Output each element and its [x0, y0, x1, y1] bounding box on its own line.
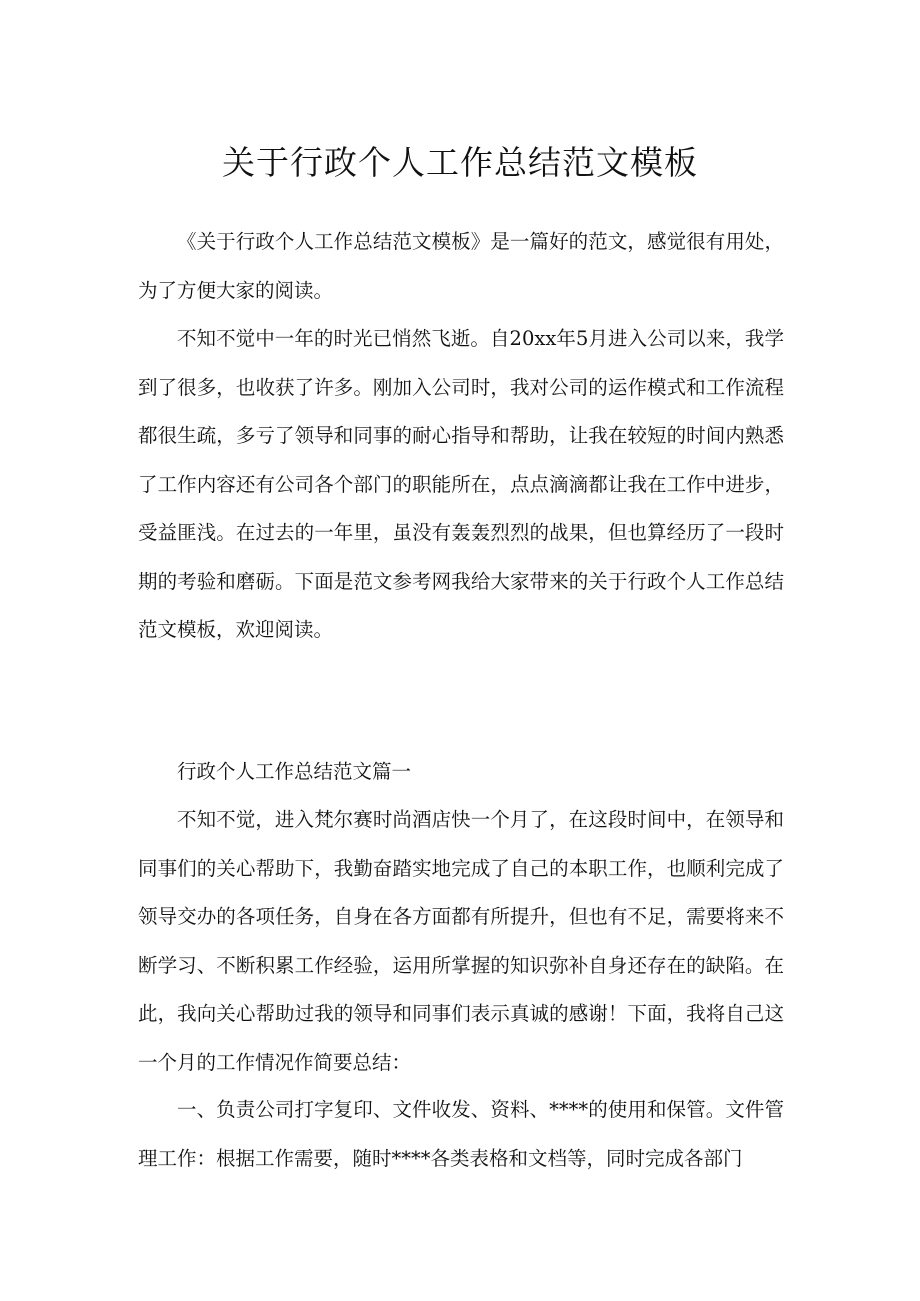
section-heading: 行政个人工作总结范文篇一	[177, 760, 412, 783]
document-title: 关于行政个人工作总结范文模板	[222, 143, 698, 182]
intro-paragraph: 《关于行政个人工作总结范文模板》是一篇好的范文，感觉很有用处，为了方便大家的阅读。	[138, 230, 784, 302]
body-paragraph-2: 不知不觉，进入梵尔赛时尚酒店快一个月了，在这段时间中，在领导和同事们的关心帮助下，我勤奋踏实地完成了自己的本职工作，也顺利完成了领导交办的各项任务，自身在各方面都有所提升，但也有不足，需要将来不断学习、不断积累工作经验，运用所掌握的知识弥补自身还存在的缺陷。在此，我向关心帮助过我的领导和同事们表示真诚的感谢！下面，我将自己这一个月的工作情况作简要总结：	[138, 808, 784, 1074]
body-paragraph-1: 不知不觉中一年的时光已悄然飞逝。自20xx年5月进入公司以来，我学到了很多，也收获了许多。刚加入公司时，我对公司的运作模式和工作流程都很生疏，多亏了领导和同事的耐心指导和帮助，让我在较短的时间内熟悉了工作内容还有公司各个部门的职能所在，点点滴滴都让我在工作中进步，受益匪浅。在过去的一年里，虽没有轰轰烈烈的战果，但也算经历了一段时期的考验和磨砺。下面是范文参考网我给大家带来的关于行政个人工作总结范文模板，欢迎阅读。	[138, 327, 784, 641]
body-paragraph-3: 一、负责公司打字复印、文件收发、资料、****的使用和保管。文件管理工作：根据工作需要，随时****各类表格和文档等，同时完成各部门	[138, 1098, 784, 1170]
